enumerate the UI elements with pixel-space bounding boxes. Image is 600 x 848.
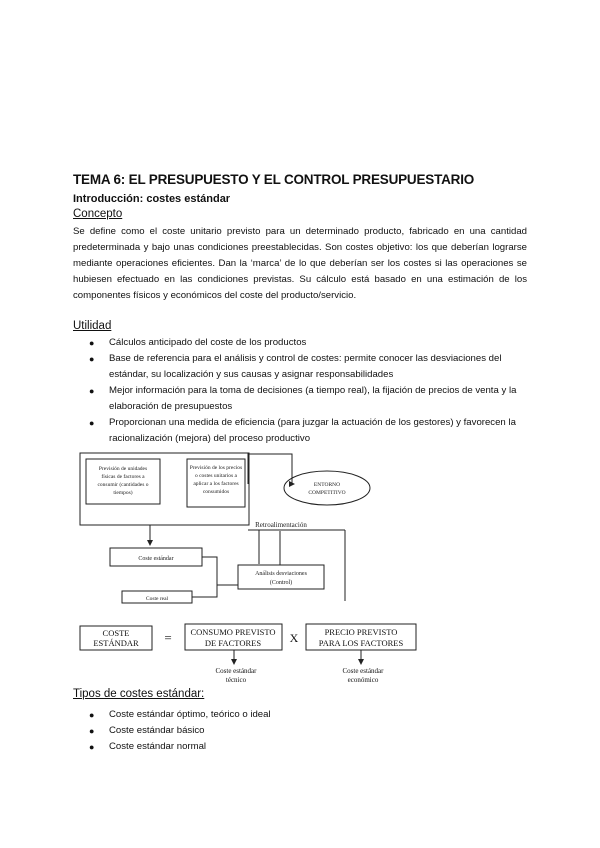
precios-line: consumidos bbox=[202, 489, 230, 495]
list-item: ● Cálculos anticipado del coste de los productos bbox=[73, 335, 527, 351]
retroalimentacion-label: Retroalimentación bbox=[255, 521, 307, 529]
unidades-line: Previsión de unidades bbox=[98, 466, 148, 472]
bullet-icon: ● bbox=[89, 338, 95, 348]
utilidad-heading: Utilidad bbox=[73, 320, 112, 332]
unidades-line: físicas de factores a bbox=[101, 474, 145, 480]
consumo-line: DE FACTORES bbox=[204, 638, 262, 648]
list-item: ● Coste estándar básico bbox=[73, 723, 527, 739]
bullet-icon: ● bbox=[89, 726, 95, 736]
entorno-line: ENTORNO bbox=[313, 482, 341, 488]
bullet-icon: ● bbox=[89, 386, 95, 396]
coste-formula-line: ESTÁNDAR bbox=[93, 638, 139, 648]
unidades-line: consumir (cantidades o bbox=[97, 482, 149, 488]
concepto-paragraph: Se define como el coste unitario previsto para un determinado producto, fabricado en una cantidad predeterminada y bajo unas condiciones preestablecidas. Son costes objetivo: los que deberían lograrse mediante operaciones eficientes. Dan la ‘marca’ de lo que deberían ser los costes si las operaciones se hubiesen efectuado en las condiciones previstas. Su cálculo está basado en una estimación de los componentes físicos y económicos del coste del producto/servicio. bbox=[73, 226, 527, 301]
bullet-icon: ● bbox=[89, 354, 95, 364]
times-sign: X bbox=[289, 631, 299, 645]
coste-estandar-label: Coste estándar bbox=[138, 556, 174, 562]
coste-formula-line: COSTE bbox=[102, 628, 130, 638]
list-item: ● Proporcionan una medida de eficiencia (para juzgar la actuación de los gestores) y favorecen la racionalización (mejora) del proceso productivo bbox=[89, 417, 516, 444]
precios-line: o costes unitarios a bbox=[194, 473, 238, 479]
list-item: ● Mejor información para la toma de decisiones (a tiempo real), la fijación de precios de venta y la elaboración de presupuestos bbox=[89, 385, 517, 412]
economico-line: Coste estándar bbox=[342, 667, 384, 675]
entorno-ellipse bbox=[284, 471, 370, 505]
economico-line: económico bbox=[347, 676, 379, 684]
precio-line: PRECIO PREVISTO bbox=[324, 627, 398, 637]
page-title: TEMA 6: EL PRESUPUESTO Y EL CONTROL PRESUPUESTARIO bbox=[73, 172, 475, 187]
list-item: ● Coste estándar normal bbox=[73, 739, 527, 755]
tecnico-line: técnico bbox=[225, 676, 247, 684]
section-subtitle: Introducción: costes estándar bbox=[73, 193, 231, 205]
bullet-icon: ● bbox=[89, 418, 95, 428]
list-item: ● Base de referencia para el análisis y control de costes: permite conocer las desviaciones del estándar, su localización y sus causas y asignar responsabilidades bbox=[89, 353, 502, 380]
equals-sign: = bbox=[164, 630, 172, 645]
concepto-heading: Concepto bbox=[73, 208, 123, 220]
analisis-line: (Control) bbox=[269, 580, 293, 586]
tecnico-line: Coste estándar bbox=[215, 667, 257, 675]
unidades-line: tiempos) bbox=[113, 490, 133, 496]
bullet-icon: ● bbox=[89, 710, 95, 720]
bullet-icon: ● bbox=[89, 742, 95, 752]
precio-line: PARA LOS FACTORES bbox=[318, 638, 404, 648]
list-item: ● Coste estándar óptimo, teórico o ideal bbox=[73, 707, 527, 723]
precios-line: Previsión de los precios bbox=[189, 465, 243, 471]
entorno-line: COMPETITIVO bbox=[308, 490, 346, 496]
precios-line: aplicar a los factores bbox=[193, 481, 239, 487]
tipos-list bbox=[73, 707, 527, 755]
analisis-line: Análisis desviaciones bbox=[255, 571, 307, 577]
tipos-heading: Tipos de costes estándar: bbox=[73, 688, 205, 700]
coste-real-label: Coste real bbox=[145, 596, 169, 602]
consumo-line: CONSUMO PREVISTO bbox=[190, 627, 276, 637]
